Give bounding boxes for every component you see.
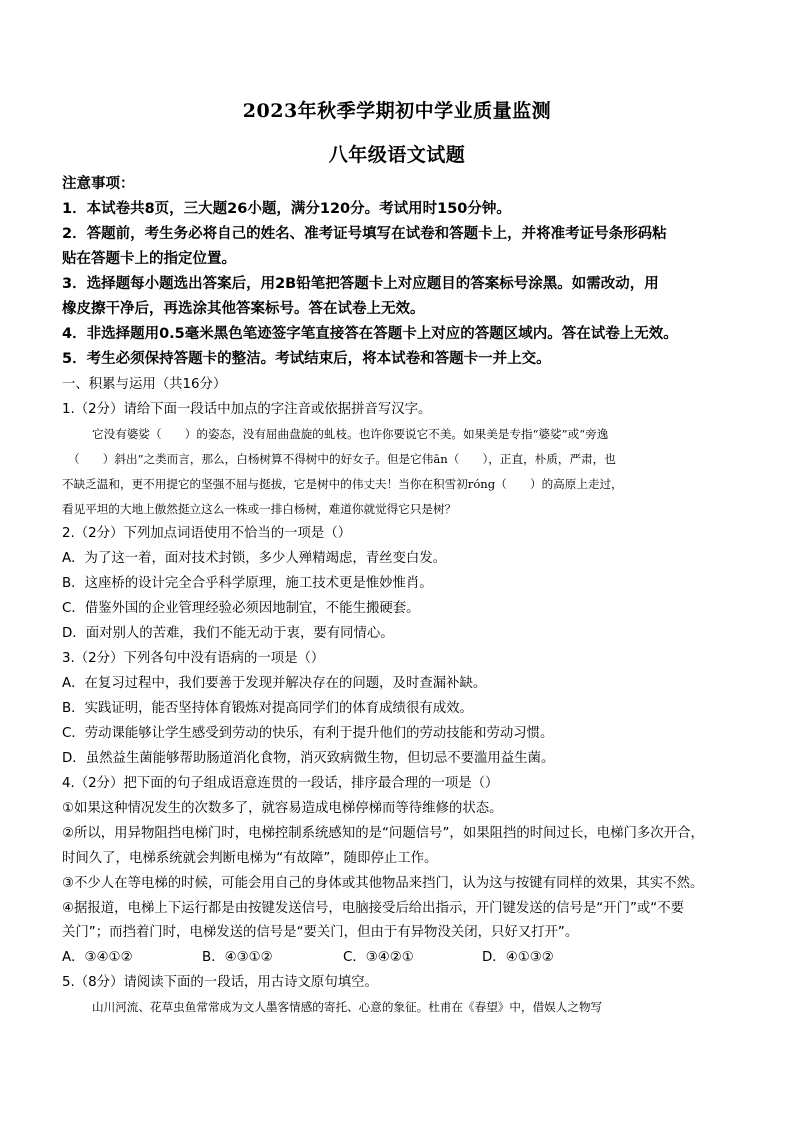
question-4-sentence: 关门”；而挡着门时，电梯发送的信号是“要关门，但由于有异物没关闭，只好又打开”。 — [62, 925, 579, 940]
notice-heading: 注意事项： — [62, 176, 135, 192]
question-1-passage-line: （ ）斜出”之类而言，那么，白杨树算不得树中的好女子。但是它伟ān（ ），正直，朴质，严肃，也 — [68, 452, 616, 466]
question-2-option-b: B．这座桥的设计完全合乎科学原理，施工技术更是惟妙惟肖。 — [62, 576, 433, 591]
question-2-option-c: C．借鉴外国的企业管理经验必须因地制宜，不能生搬硬套。 — [62, 601, 420, 616]
question-4-choice-a: A．③④①② — [62, 950, 133, 965]
question-1-passage-line: 它没有婆娑（ ）的姿态，没有屈曲盘旋的虬枝。也许你要说它不美。如果美是专指“婆娑”或“旁逸 — [92, 427, 609, 441]
question-4-sentence: ③不少人在等电梯的时候，可能会用自己的身体或其他物品来挡门，认为这与按键有同样的效果，其实不然。 — [62, 876, 704, 891]
notice-line: 3．选择题每小题选出答案后，用2B铅笔把答题卡上对应题目的答案标号涂黑。如需改动，用 — [62, 276, 659, 292]
question-2-option-d: D．面对别人的苦难，我们不能无动于衷，要有同情心。 — [62, 626, 394, 641]
question-4-choice-b: B．④③①② — [202, 950, 273, 965]
question-1-passage-line: 看见平坦的大地上傲然挺立这么一株或一排白杨树，难道你就觉得它只是树？ — [62, 502, 457, 516]
section-heading: 一、积累与运用（共16分） — [62, 377, 227, 392]
exam-subtitle: 八年级语文试题 — [328, 144, 466, 166]
question-2-option-a: A．为了这一着，面对技术封锁，多少人殚精竭虑，青丝变白发。 — [62, 551, 447, 566]
exam-title: 2023年秋季学期初中学业质量监测 — [242, 100, 552, 122]
question-4-sentence: ①如果这种情况发生的次数多了，就容易造成电梯停梯而等待维修的状态。 — [62, 801, 503, 816]
question-3-option-c: C．劳动课能够让学生感受到劳动的快乐，有利于提升他们的劳动技能和劳动习惯。 — [62, 726, 554, 741]
question-4-choice-c: C．③④②① — [343, 950, 414, 965]
notice-line: 2．答题前，考生务必将自己的姓名、准考证号填写在试卷和答题卡上，并将准考证号条形码粘 — [62, 226, 667, 242]
question-4-sentence: ④据报道，电梯上下运行都是由按键发送信号，电脑接受后给出指示，开门键发送的信号是“开门”或“不要 — [62, 901, 685, 916]
question-4-sentence: ②所以，用异物阻挡电梯门时，电梯控制系统感知的是“问题信号”，如果阻挡的时间过长，电梯门多次开合， — [62, 826, 704, 841]
notice-line: 4．非选择题用0.5毫米黑色笔迹签字笔直接答在答题卡上对应的答题区域内。答在试卷上无效。 — [62, 326, 678, 342]
question-4-sentence: 时间久了，电梯系统就会判断电梯为“有故障”，随即停止工作。 — [62, 851, 438, 866]
question-4-choices — [62, 945, 742, 970]
notice-line: 5．考生必须保持答题卡的整洁。考试结束后，将本试卷和答题卡一并上交。 — [62, 351, 551, 367]
question-1-stem: 1.（2分）请给下面一段话中加点的字注音或依据拼音写汉字。 — [62, 402, 432, 417]
question-4-stem: 4.（2分）把下面的句子组成语意连贯的一段话，排序最合理的一项是（） — [62, 776, 499, 791]
notice-line: 橡皮擦干净后，再选涂其他答案标号。答在试卷上无效。 — [62, 301, 425, 317]
question-3-option-a: A．在复习过程中，我们要善于发现并解决存在的问题，及时查漏补缺。 — [62, 676, 487, 691]
question-2-stem: 2.（2分）下列加点词语使用不恰当的一项是（） — [62, 526, 352, 541]
question-3-option-d: D．虽然益生菌能够帮助肠道消化食物，消灭致病微生物，但切忌不要滥用益生菌。 — [62, 751, 555, 766]
question-5-passage: 山川河流、花草虫鱼常常成为文人墨客情感的寄托、心意的象征。杜甫在《春望》中，借娱人之物写 — [92, 1000, 603, 1014]
question-3-stem: 3.（2分）下列各句中没有语病的一项是（） — [62, 651, 325, 666]
notice-line: 1．本试卷共8页，三大题26小题，满分120分。考试用时150分钟。 — [62, 201, 511, 217]
question-4-choice-d: D．④①③② — [482, 950, 554, 965]
notice-line: 贴在答题卡上的指定位置。 — [62, 251, 236, 267]
question-1-passage-line: 不缺乏温和，更不用提它的坚强不屈与挺拔，它是树中的伟丈夫！当你在积雪初róng（ ）的高原上走过， — [62, 477, 623, 491]
question-5-stem: 5.（8分）请阅读下面的一段话，用古诗文原句填空。 — [62, 975, 378, 990]
question-3-option-b: B．实践证明，能否坚持体育锻炼对提高同学们的体育成绩很有成效。 — [62, 701, 473, 716]
